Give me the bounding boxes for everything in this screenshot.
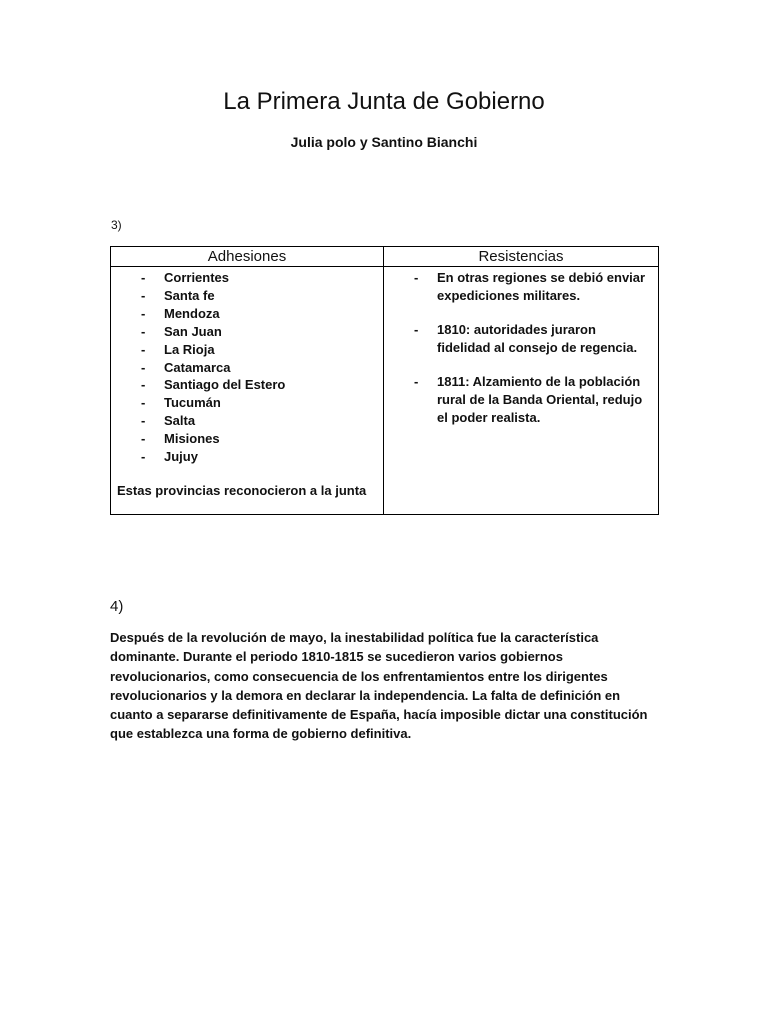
section-4-paragraph: Después de la revolución de mayo, la inestabilidad política fue la característica dominante. Durante el periodo 1810-1815 se sucedieron varios gobiernos revolucionarios, como consecuencia de los enfrentamientos entre los dirigentes revolucionarios y la demora en declarar la independencia. La falta de definición en cuanto a separarse definitivamente de España, hacía imposible dictar una constitución que establezca una forma de gobierno definitiva. — [110, 630, 648, 742]
adhesiones-list — [111, 269, 383, 466]
adhesiones-resistencias-table — [110, 246, 659, 515]
list-item: - Corrientes — [111, 269, 383, 287]
list-item: - Salta — [111, 412, 383, 430]
table-body-row — [111, 267, 659, 515]
list-item: - La Rioja — [111, 341, 383, 359]
list-item: - Mendoza — [111, 305, 383, 323]
list-item: - Santiago del Estero — [111, 376, 383, 394]
list-item: - Jujuy — [111, 448, 383, 466]
list-item: - Catamarca — [111, 359, 383, 377]
adhesiones-cell — [111, 267, 384, 515]
list-item: - En otras regiones se debió enviar expediciones militares. — [384, 269, 658, 305]
list-item: - 1811: Alzamiento de la población rural de la Banda Oriental, redujo el poder realista. — [384, 373, 658, 427]
list-item: - San Juan — [111, 323, 383, 341]
resistencias-list — [384, 269, 658, 427]
list-item: - Santa fe — [111, 287, 383, 305]
document-title: La Primera Junta de Gobierno — [223, 88, 545, 115]
section-3-label: 3) — [111, 218, 122, 232]
header-adhesiones: Adhesiones — [111, 247, 384, 267]
header-resistencias: Resistencias — [384, 247, 659, 267]
list-item: - Misiones — [111, 430, 383, 448]
adhesiones-note: Estas provincias reconocieron a la junta — [117, 482, 367, 498]
list-item: - Tucumán — [111, 394, 383, 412]
resistencias-cell — [384, 267, 659, 515]
section-4-label: 4) — [110, 598, 124, 615]
list-item: - 1810: autoridades juraron fidelidad al consejo de regencia. — [384, 321, 658, 357]
document-authors: Julia polo y Santino Bianchi — [290, 134, 478, 150]
table-header-row — [111, 247, 659, 267]
